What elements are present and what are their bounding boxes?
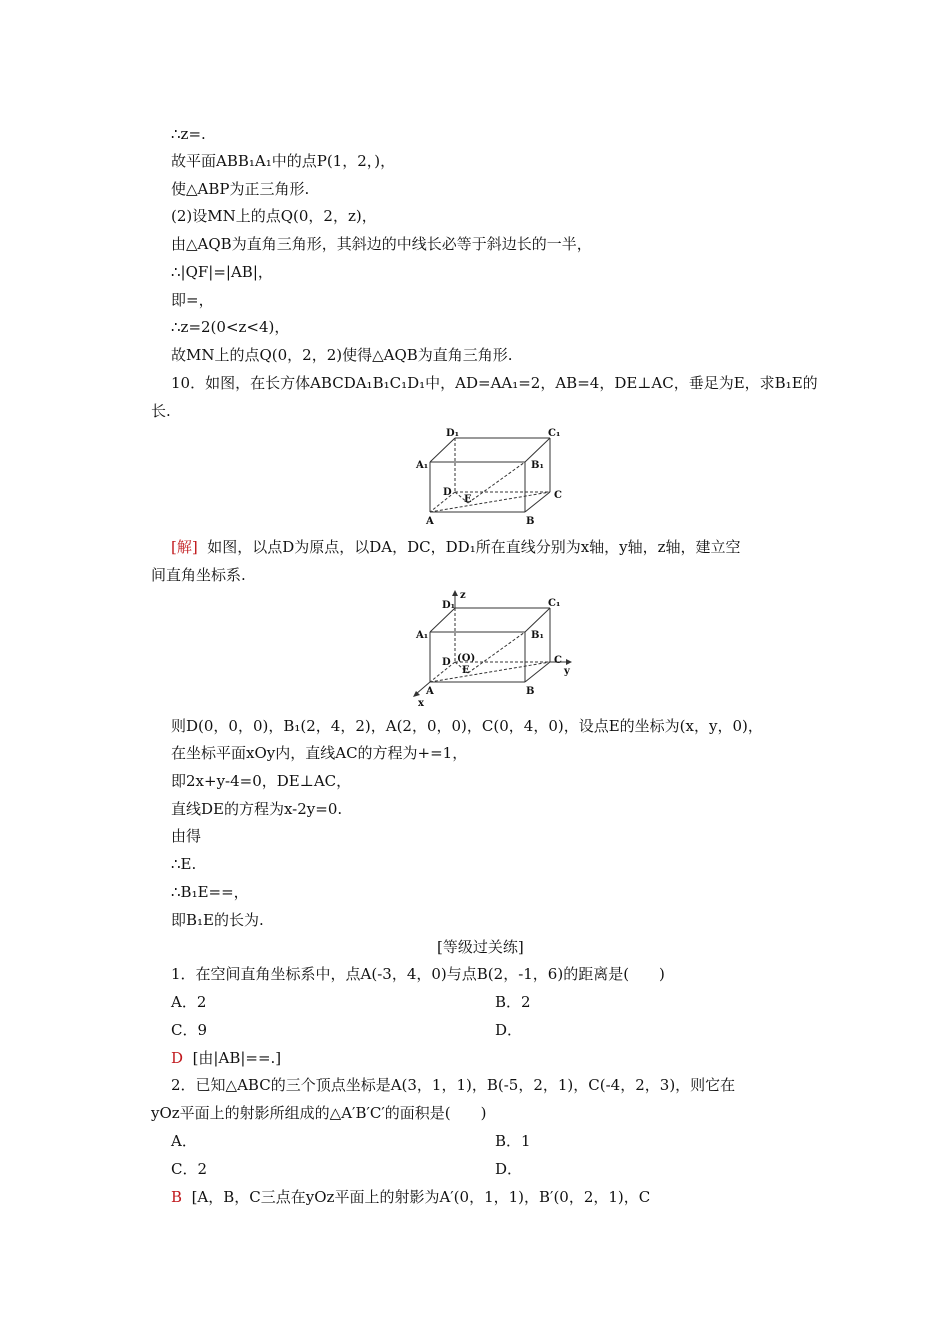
- question-10-cont: 长.: [151, 402, 171, 420]
- q2-answer-line: [171, 1187, 650, 1207]
- label-a1: A₁: [416, 630, 429, 641]
- label-e: E: [464, 494, 472, 505]
- label-b1: B₁: [531, 630, 544, 641]
- label-b1: B₁: [531, 460, 544, 471]
- label-d: D: [443, 487, 452, 498]
- sol-line: 直线DE的方程为x-2y=0.: [171, 800, 343, 818]
- q1-explain: [由|AB|==.]: [192, 1049, 282, 1067]
- line: (2)设MN上的点Q(0，2，z)，: [171, 207, 377, 225]
- solution-line-2: 间直角坐标系.: [151, 566, 246, 584]
- q1-option-c: C．9: [171, 1021, 208, 1039]
- q2-explain: [A，B，C三点在yOz平面上的射影为A′(0，1，1)，B′(0，2，1)，C: [191, 1188, 651, 1206]
- sol-line: ∴E.: [171, 855, 197, 873]
- sol-line: 由得: [171, 827, 202, 845]
- q2-stem-1: 2．已知△ABC的三个顶点坐标是A(3，1，1)，B(-5，2，1)，C(-4，2，3)，则它在: [171, 1076, 736, 1094]
- label-c1: C₁: [548, 428, 561, 439]
- axis-y: y: [564, 666, 570, 677]
- label-a: A: [426, 516, 434, 527]
- label-d1: D₁: [442, 600, 456, 611]
- label-b: B: [526, 686, 535, 697]
- q1-stem: 1．在空间直角坐标系中，点A(-3，4，0)与点B(2，-1，6)的距离是( ): [171, 965, 665, 983]
- question-10: 10．如图，在长方体ABCDA₁B₁C₁D₁中，AD=AA₁=2，AB=4，DE⊥AC，垂足为E，求B₁E的: [171, 374, 818, 392]
- q1-answer-line: [171, 1048, 281, 1068]
- label-c: C: [554, 490, 562, 501]
- label-o: (O): [457, 653, 476, 664]
- sol-line: 在坐标平面xOy内，直线AC的方程为+=1，: [171, 744, 468, 762]
- q2-answer: B: [171, 1188, 183, 1206]
- sol-line: 则D(0，0，0)，B₁(2，4，2)，A(2，0，0)，C(0，4，0)，设点E的坐标为(x，y，0)，: [171, 717, 763, 735]
- solution-line-1: [171, 537, 741, 557]
- line: 由△AQB为直角三角形，其斜边的中线长必等于斜边长的一半，: [171, 235, 592, 253]
- q1-option-d: D．: [495, 1021, 523, 1039]
- label-e: E: [462, 665, 470, 676]
- label-a: A: [426, 686, 434, 697]
- cuboid-figure: [410, 424, 580, 530]
- q2-option-a: A．: [171, 1132, 197, 1150]
- line: 故平面ABB₁A₁中的点P(1，2，)，: [171, 152, 396, 170]
- line: 使△ABP为正三角形.: [171, 180, 310, 198]
- q1-answer: D: [171, 1049, 184, 1067]
- sol-line: 即2x+y-4=0，DE⊥AC，: [171, 772, 352, 790]
- axis-x: x: [418, 698, 424, 708]
- q2-option-d: D．: [495, 1160, 523, 1178]
- q2-option-b: B．1: [495, 1132, 531, 1150]
- line: ∴|QF|=|AB|，: [171, 263, 273, 281]
- label-c: C: [554, 655, 562, 666]
- solution-tag: [解]: [171, 538, 198, 556]
- line: 即=，: [171, 291, 214, 309]
- q2-stem-2: yOz平面上的射影所组成的△A′B′C′的面积是( ): [151, 1104, 487, 1122]
- q1-option-b: B．2: [495, 993, 531, 1011]
- sol-line: ∴B₁E==，: [171, 883, 249, 901]
- label-d1: D₁: [446, 428, 460, 439]
- sol-line: 即B₁E的长为.: [171, 911, 264, 929]
- label-d: D: [442, 657, 451, 668]
- q1-option-a: A．2: [171, 993, 207, 1011]
- line: ∴z=2(0<z<4)，: [171, 318, 290, 336]
- label-c1: C₁: [548, 598, 561, 609]
- line: ∴z=.: [171, 125, 206, 143]
- q2-option-c: C．2: [171, 1160, 208, 1178]
- label-a1: A₁: [416, 460, 429, 471]
- solution-text: 如图，以点D为原点，以DA，DC，DD₁所在直线分别为x轴，y轴，z轴，建立空: [197, 538, 741, 556]
- axis-z: z: [460, 590, 466, 601]
- section-title: [等级过关练]: [437, 938, 524, 956]
- label-b: B: [526, 516, 535, 527]
- cuboid-axes-figure: [406, 590, 586, 708]
- line: 故MN上的点Q(0，2，2)使得△AQB为直角三角形.: [171, 346, 513, 364]
